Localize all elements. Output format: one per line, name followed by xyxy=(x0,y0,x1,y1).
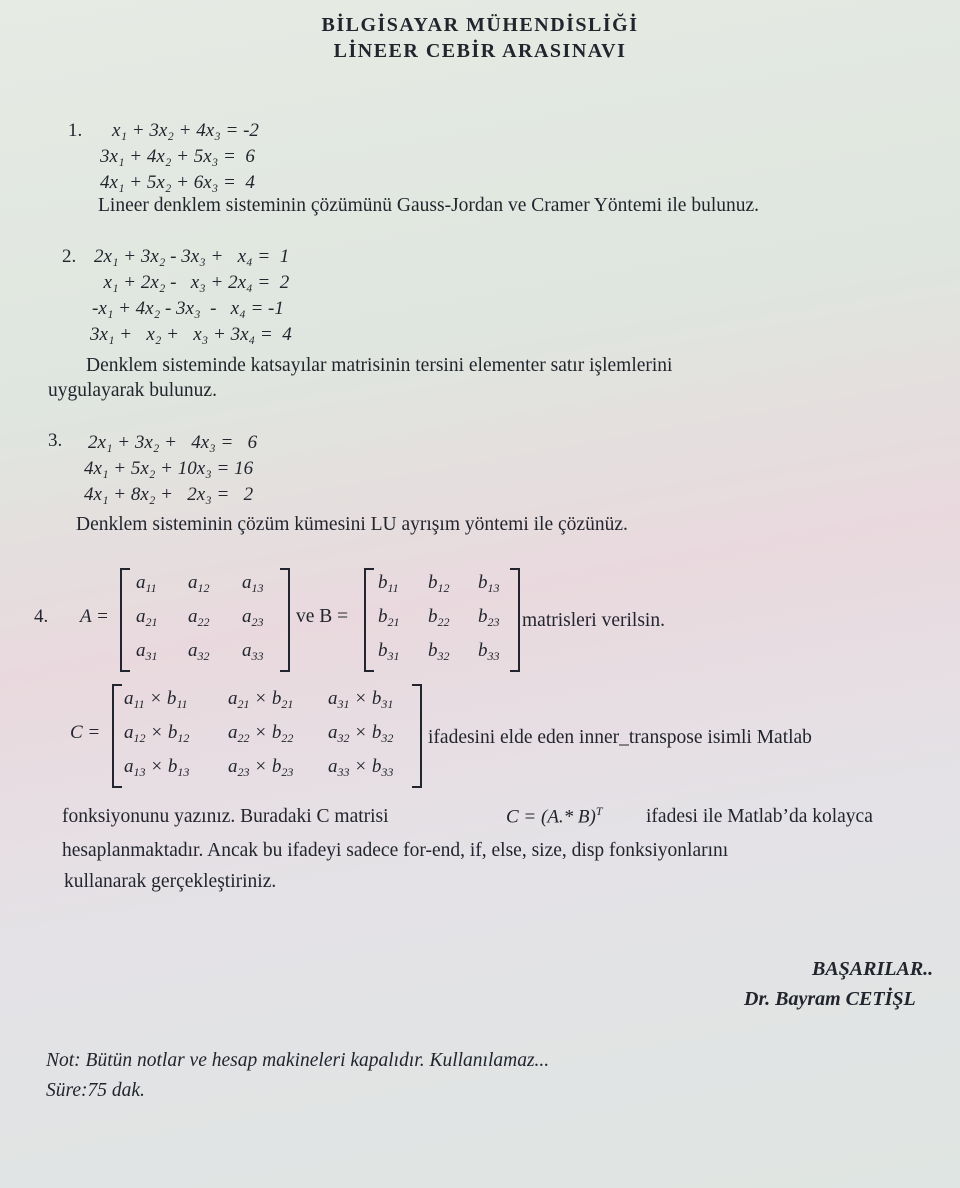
q2-equation-1: 2x₁ + 3x₂ - 3x₃ + x₄ = 1 xyxy=(94,246,290,267)
q2-number: 2. xyxy=(62,246,77,267)
q3-equation-2: 4x₁ + 5x₂ + 10x₃ = 16 xyxy=(84,458,254,479)
matrix-c-cell: $a_{31} \times b_{31}$ xyxy=(328,688,394,711)
exam-title: LİNEER CEBİR ARASINAVI xyxy=(333,40,627,62)
q2-instruction-line1: Denklem sisteminde katsayılar matrisinin tersini elementer satır işlemlerini xyxy=(86,355,673,376)
matrix-a-cell: $a_{12}$ xyxy=(188,572,210,595)
signature-wish: BAŞARILAR.. xyxy=(812,958,934,980)
q4-number: 4. xyxy=(34,606,49,627)
q2-instruction-line2: uygulayarak bulunuz. xyxy=(48,380,217,401)
matrix-b-label: ve B = xyxy=(296,606,349,627)
q4-paragraph-line2: hesaplanmaktadır. Ancak bu ifadeyi sadece for-end, if, else, size, disp fonksiyonlarını xyxy=(62,840,729,861)
matrix-a-cell: $a_{23}$ xyxy=(242,606,264,629)
matrix-c-cell: $a_{13} \times b_{13}$ xyxy=(124,756,190,779)
signature-name: Dr. Bayram CETİŞL xyxy=(744,988,916,1010)
matrix-c-cell: $a_{32} \times b_{32}$ xyxy=(328,722,394,745)
matrix-b-cell: $b_{21}$ xyxy=(378,606,400,629)
note-line1: Not: Bütün notlar ve hesap makineleri kapalıdır. Kullanılamaz... xyxy=(46,1050,550,1071)
matrices-given-text: matrisleri verilsin. xyxy=(522,610,665,631)
formula-text: C = (A.* B) xyxy=(506,806,596,828)
matrix-a-cell: $a_{33}$ xyxy=(242,640,264,663)
matrix-c-cell: $a_{11} \times b_{11}$ xyxy=(124,688,188,711)
matrix-b-cell: $b_{31}$ xyxy=(378,640,400,663)
q3-instruction: Denklem sisteminin çözüm kümesini LU ayrışım yöntemi ile çözünüz. xyxy=(76,514,628,535)
matrix-b xyxy=(364,568,520,672)
exam-department: BİLGİSAYAR MÜHENDİSLİĞİ xyxy=(321,14,639,36)
q3-equation-1: 2x₁ + 3x₂ + 4x₃ = 6 xyxy=(88,432,258,453)
matrix-c-cell: $a_{21} \times b_{21}$ xyxy=(228,688,294,711)
matrix-c-cell: $a_{33} \times b_{33}$ xyxy=(328,756,394,779)
matrix-b-cell: $b_{23}$ xyxy=(478,606,500,629)
q3-number: 3. xyxy=(48,430,63,451)
matrix-c-description: ifadesini elde eden inner_transpose isimli Matlab xyxy=(428,727,812,748)
q1-number: 1. xyxy=(68,120,83,141)
matrix-b-cell: $b_{12}$ xyxy=(428,572,450,595)
matrix-b-cell: $b_{11}$ xyxy=(378,572,399,595)
q2-equation-3: -x₁ + 4x₂ - 3x₃ - x₄ = -1 xyxy=(92,298,284,319)
matrix-a-cell: $a_{32}$ xyxy=(188,640,210,663)
q4-paragraph-line3: kullanarak gerçekleştiriniz. xyxy=(64,871,277,892)
q4-paragraph-line1a: fonksiyonunu yazınız. Buradaki C matrisi xyxy=(62,806,389,827)
matrix-c-label: C = xyxy=(70,722,101,743)
matrix-a-cell: $a_{21}$ xyxy=(136,606,158,629)
q3-equation-3: 4x₁ + 8x₂ + 2x₃ = 2 xyxy=(84,484,254,505)
matrix-c xyxy=(112,684,422,788)
matrix-a-cell: $a_{31}$ xyxy=(136,640,158,663)
matrix-a-cell: $a_{13}$ xyxy=(242,572,264,595)
q1-equation-1: x₁ + 3x₂ + 4x₃ = -2 xyxy=(112,120,259,141)
matrix-a-cell: $a_{22}$ xyxy=(188,606,210,629)
matrix-a xyxy=(120,568,290,672)
matrix-b-cell: $b_{33}$ xyxy=(478,640,500,663)
formula-superscript: T xyxy=(595,804,603,818)
matrix-c-cell: $a_{22} \times b_{22}$ xyxy=(228,722,294,745)
q4-paragraph-line1b: ifadesi ile Matlab’da kolayca xyxy=(646,806,873,827)
matrix-b-cell: $b_{32}$ xyxy=(428,640,450,663)
transpose-formula xyxy=(506,804,603,828)
matrix-c-cell: $a_{23} \times b_{23}$ xyxy=(228,756,294,779)
matrix-b-cell: $b_{22}$ xyxy=(428,606,450,629)
matrix-a-label: A = xyxy=(80,606,109,627)
matrix-a-cell: $a_{11}$ xyxy=(136,572,157,595)
q1-equation-3: 4x₁ + 5x₂ + 6x₃ = 4 xyxy=(100,172,255,193)
matrix-b-cell: $b_{13}$ xyxy=(478,572,500,595)
q2-equation-2: x₁ + 2x₂ - x₃ + 2x₄ = 2 xyxy=(94,272,290,293)
matrix-c-cell: $a_{12} \times b_{12}$ xyxy=(124,722,190,745)
note-line2: Süre:75 dak. xyxy=(46,1080,145,1101)
q2-equation-4: 3x₁ + x₂ + x₃ + 3x₄ = 4 xyxy=(90,324,292,345)
q1-equation-2: 3x₁ + 4x₂ + 5x₃ = 6 xyxy=(100,146,255,167)
q1-instruction: Lineer denklem sisteminin çözümünü Gauss-Jordan ve Cramer Yöntemi ile bulunuz. xyxy=(98,195,760,216)
